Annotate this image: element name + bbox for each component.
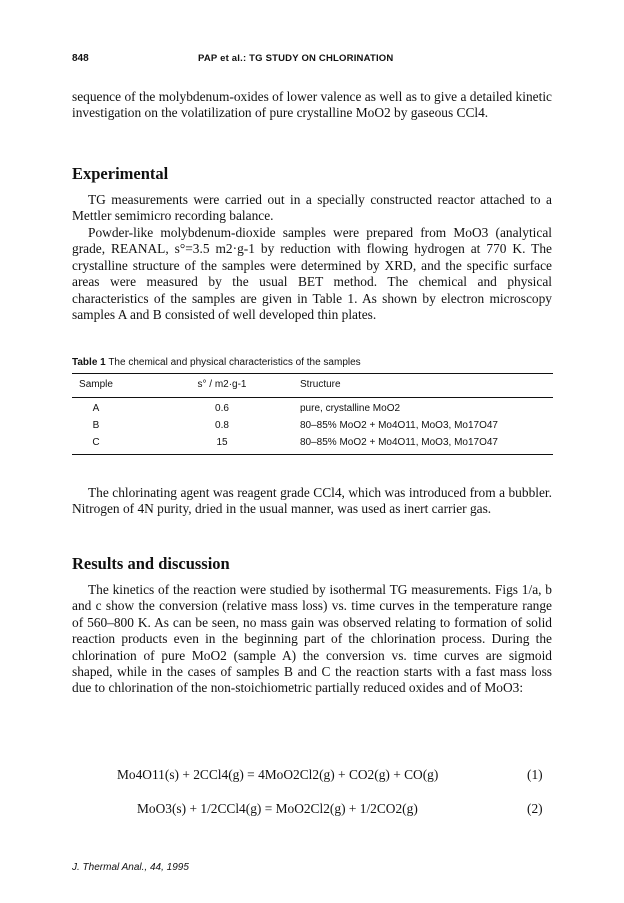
section-heading-experimental: Experimental bbox=[72, 164, 169, 183]
experimental-paragraph-3: The chlorinating agent was reagent grade CCl4, which was introduced from a bubbler. Nitrogen of 4N purity, dried in the usual manner, was used as inert carrier gas. bbox=[72, 485, 552, 517]
running-title: PAP et al.: TG STUDY ON CHLORINATION bbox=[198, 53, 394, 64]
table-header-rule bbox=[72, 397, 553, 398]
table-cell-sample: A bbox=[92, 403, 100, 414]
table-cell-structure: 80–85% MoO2 + Mo4O11, MoO3, Mo17O47 bbox=[300, 420, 498, 431]
table-cell-structure: 80–85% MoO2 + Mo4O11, MoO3, Mo17O47 bbox=[300, 437, 498, 448]
table-cell-sample: C bbox=[92, 437, 100, 448]
table-header-sample: Sample bbox=[79, 379, 113, 390]
results-paragraph: The kinetics of the reaction were studied by isothermal TG measurements. Figs 1/a, b and c show the conversion (relative mass loss) vs. time curves in the temperature range of 560–800 K. As can be seen, no mass gain was observed relating to formation of solid reaction products even in the beginning part of the chlorination process. During the chlorination of pure MoO2 (sample A) the conversion vs. time curves are sigmoid shaped, while in the cases of samples B and C the reaction starts with a fast mass loss due to chlorination of the non-stoichiometric partially reduced oxides and of MoO3: bbox=[72, 582, 552, 696]
experimental-paragraph-2: Powder-like molybdenum-dioxide samples were prepared from MoO3 (analytical grade, REANAL, s°=3.5 m2·g-1 by reduction with flowing hydrogen at 770 K. The crystalline structure of the samples were determined by XRD, and the specific surface areas were measured by the usual BET method. The chemical and physical characteristics of the samples are given in Table 1. As shown by electron microscopy samples A and B consisted of well developed thin plates. bbox=[72, 225, 552, 323]
intro-paragraph: sequence of the molybdenum-oxides of lower valence as well as to give a detailed kinetic investigation on the volatilization of pure crystalline MoO2 by gaseous CCl4. bbox=[72, 89, 552, 121]
experimental-paragraph-1: TG measurements were carried out in a specially constructed reactor attached to a Mettler semimicro recording balance. bbox=[72, 192, 552, 224]
table-cell-sample: B bbox=[92, 420, 100, 431]
table-caption-text: The chemical and physical characteristics of the samples bbox=[108, 357, 361, 368]
equation-2-number: (2) bbox=[527, 801, 543, 816]
table-top-rule bbox=[72, 373, 553, 374]
table-header-area: s° / m2·g-1 bbox=[197, 379, 247, 390]
table-header-structure: Structure bbox=[300, 379, 341, 390]
equation-1-number: (1) bbox=[527, 767, 543, 782]
equation-2: MoO3(s) + 1/2CCl4(g) = MoO2Cl2(g) + 1/2CO2(g) bbox=[137, 801, 418, 816]
table-bottom-rule bbox=[72, 454, 553, 455]
table-cell-structure: pure, crystalline MoO2 bbox=[300, 403, 401, 414]
table-cell-area: 0.6 bbox=[215, 403, 229, 414]
table-cell-area: 15 bbox=[216, 437, 228, 448]
journal-footer: J. Thermal Anal., 44, 1995 bbox=[72, 862, 189, 873]
table-cell-area: 0.8 bbox=[215, 420, 229, 431]
equation-1: Mo4O11(s) + 2CCl4(g) = 4MoO2Cl2(g) + CO2(g) + CO(g) bbox=[117, 767, 439, 782]
section-heading-results: Results and discussion bbox=[72, 554, 230, 573]
table-label: Table 1 bbox=[72, 357, 106, 368]
table-caption bbox=[72, 357, 361, 368]
page-number: 848 bbox=[72, 53, 89, 64]
